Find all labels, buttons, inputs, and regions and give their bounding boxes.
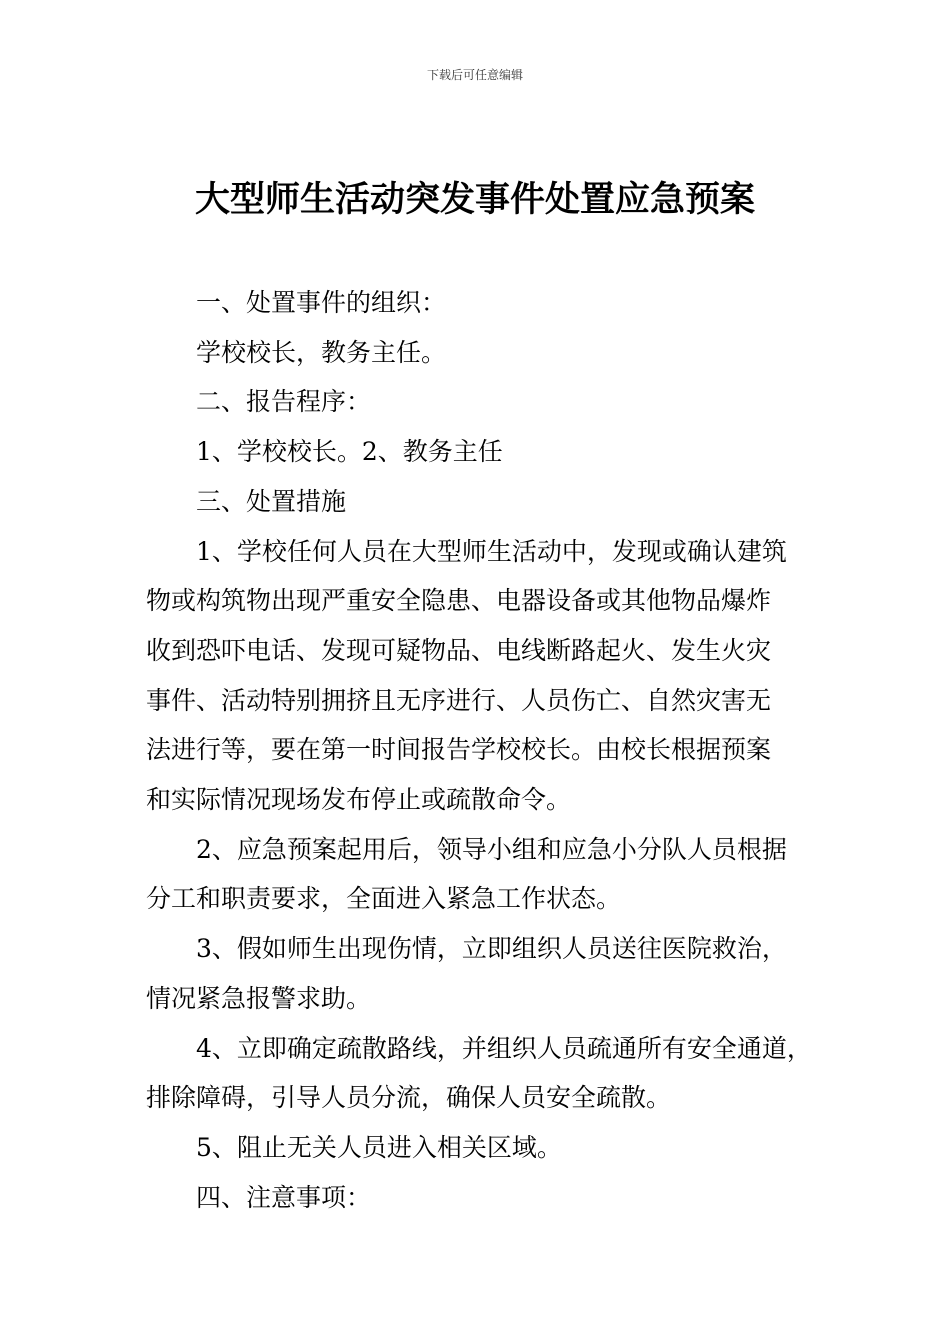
- paragraph-line: 和实际情况现场发布停止或疏散命令。: [146, 785, 572, 815]
- paragraph-line: 2、应急预案起用后，领导小组和应急小分队人员根据: [196, 834, 787, 864]
- paragraph-line: 收到恐吓电话、发现可疑物品、电线断路起火、发生火灾: [146, 635, 772, 665]
- section-heading-measures: 三、处置措施: [196, 486, 347, 516]
- section-heading-report-procedure: 二、报告程序：: [196, 387, 372, 417]
- paragraph-line: 分工和职责要求，全面进入紧急工作状态。: [146, 884, 622, 914]
- paragraph-line: 学校校长，教务主任。: [196, 337, 447, 367]
- paragraph-line: 3、假如师生出现伤情，立即组织人员送往医院救治，: [196, 934, 787, 964]
- paragraph-line: 情况紧急报警求助。: [146, 983, 372, 1013]
- section-heading-notes: 四、注意事项：: [196, 1182, 372, 1212]
- section-heading-organization: 一、处置事件的组织：: [196, 288, 447, 317]
- header-note: 下载后可任意编辑: [426, 68, 523, 82]
- paragraph-line: 事件、活动特别拥挤且无序进行、人员伤亡、自然灾害无: [146, 685, 772, 715]
- paragraph-line: 1、学校任何人员在大型师生活动中，发现或确认建筑: [196, 536, 787, 566]
- paragraph-line: 4、立即确定疏散路线，并组织人员疏通所有安全通道，: [196, 1033, 812, 1063]
- paragraph-line: 排除障碍，引导人员分流，确保人员安全疏散。: [146, 1083, 672, 1113]
- paragraph-line: 物或构筑物出现严重安全隐患、电器设备或其他物品爆炸: [146, 586, 772, 616]
- paragraph-line: 1、学校校长。2、教务主任: [196, 437, 503, 467]
- document-body: [146, 278, 836, 1222]
- document-title: 大型师生活动突发事件处置应急预案: [194, 180, 755, 220]
- paragraph-line: 法进行等，要在第一时间报告学校校长。由校长根据预案: [146, 735, 772, 765]
- paragraph-line: 5、阻止无关人员进入相关区域。: [196, 1132, 562, 1162]
